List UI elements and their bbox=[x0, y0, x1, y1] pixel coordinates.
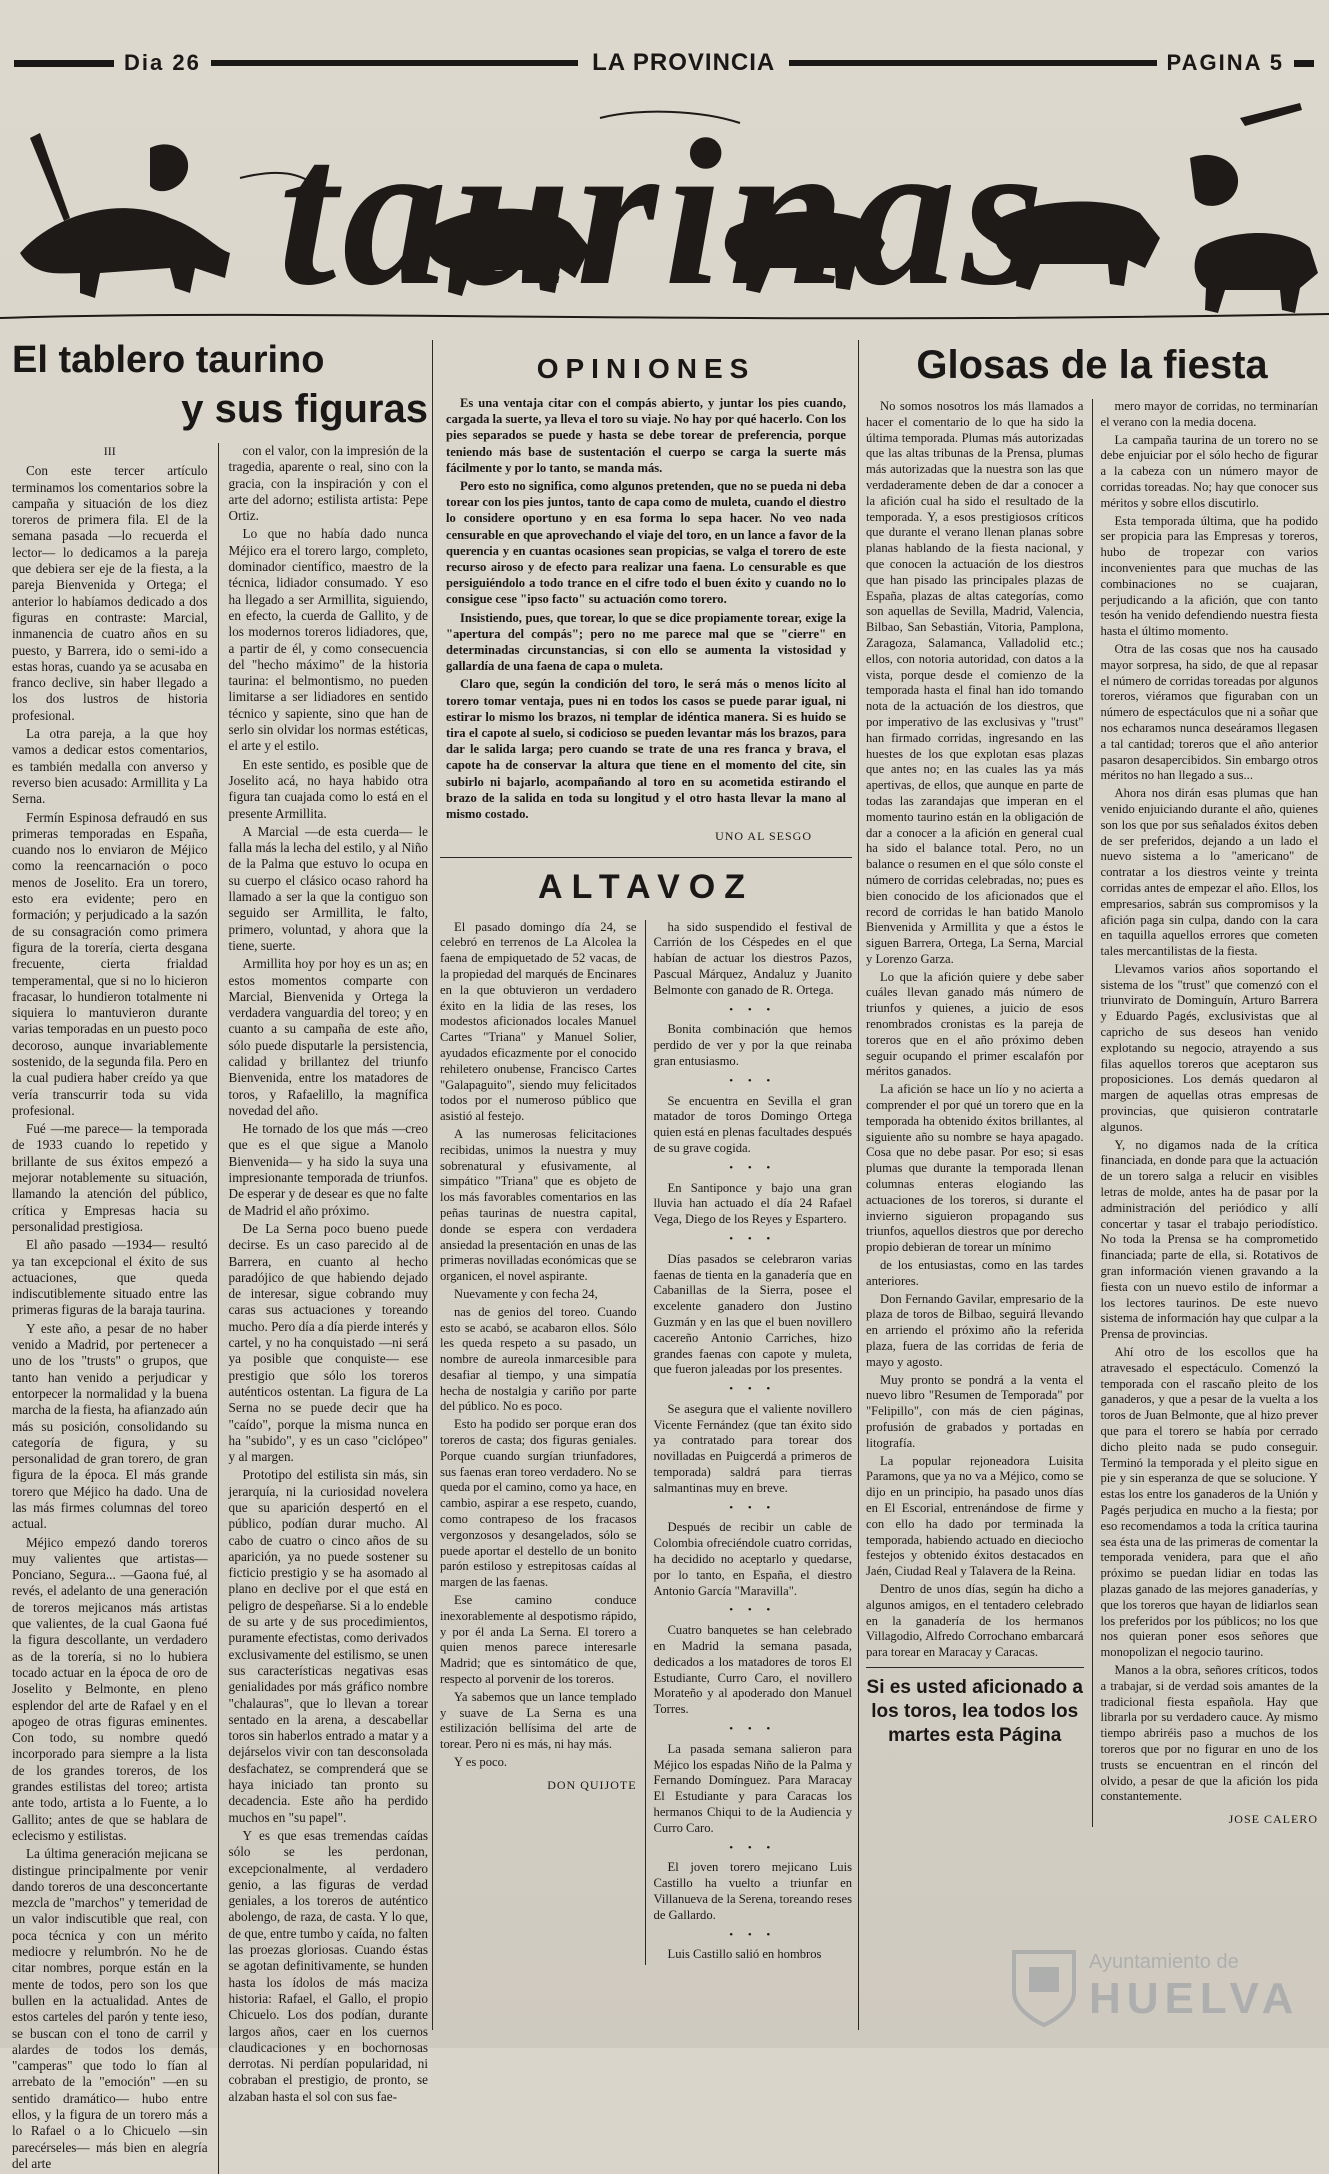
paragraph: Ya sabemos que un lance templado y suave de La Serna es una estilización bellísima del arte de torear. Pero ni es más, ni hay más. bbox=[440, 1689, 637, 1752]
altavoz-signature: DON QUIJOTE bbox=[547, 1777, 637, 1792]
paragraph: Luis Castillo salió en hombros bbox=[667, 1947, 822, 1962]
paragraph: Y es poco. bbox=[454, 1755, 508, 1770]
column-divider bbox=[858, 340, 859, 2030]
altavoz-columns bbox=[440, 920, 852, 1966]
column-divider bbox=[1092, 399, 1093, 1827]
paragraph: Días pasados se celebraron varias faenas de tienta en la ganadería que en Cabanillas de la Sierra, posee el excelente ganadero don Justino Guzmán y en las que el buen novillero cacereño Antonio Carriches, hizo grandes faenas con capote y muleta, que fueron jaleadas por los presentes. bbox=[653, 1251, 852, 1377]
header-rule bbox=[1294, 60, 1314, 67]
paragraph: La popular rejoneadora Luisita Paramons, que ya no va a Méjico, como se dijo en un principio, ha pasado unos días en El Escorial, entrenándose de firme y con ello ha dado por terminada la temporada, habiendo actuado en dieciocho festejos y obtenido éxitos destacados en Jaén, Ciudad Real y Talavera de la Reina. bbox=[866, 1453, 1084, 1579]
paragraph: Méjico empezó dando toreros muy valientes que artistas—Ponciano, Segura... —Gaona fué, al revés, el adelanto de una generación de toreros mejicanos más artistas que valientes, de la cual Gaona fué la figura descollante, un verdadero as de la torería, si no lo hubiera tocado actuar en la época de oro de Joselito y Belmonte, en pleno esplendor del arte de Rafael y en el apogeo de otras figuras eminentes. Con todo, su nombre quedó incorporado para siempre a la lista de los grandes toreros, de los grandes estilistas del toreo; artista ante todo, artista a lo Fuente, a lo Gallito; antes de que se hablara de eclecismo y estilistas. bbox=[12, 1534, 208, 1843]
glosas-signature: JOSE CALERO bbox=[1228, 1812, 1318, 1827]
banner-illustration bbox=[0, 78, 1329, 330]
header-page-number: PAGINA 5 bbox=[1166, 50, 1285, 75]
paragraph: Dentro de unos días, según ha dicho a algunos amigos, en el tentadero celebrado en la ganadería de los hermanos Villagodio, Alfredo Corrochano embarcará para torear en Maracay y Caracas. bbox=[866, 1581, 1084, 1660]
paragraph: Llevamos varios años soportando el sistema de los "trust" que comenzó con el triunvirato de Dominguín, Arturo Barrera y Eduardo Pagés, exclusivistas que al capricho de sus deseos han venido explotando su negocio, atrayendo a sus filas aquellos toreros que aceptaron sus proposiciones. Los demás quedaron al margen de aquellas otras empresas de provincias, que quisieron contratarle algunos. bbox=[1100, 961, 1318, 1134]
paragraph: Bonita combinación que hemos perdido de ver y por la que reinaba gran entusiasmo. bbox=[653, 1022, 852, 1068]
watermark-text bbox=[1089, 1951, 1299, 2024]
newspaper-name: LA PROVINCIA bbox=[592, 49, 776, 76]
glosas-col2 bbox=[1100, 399, 1318, 1827]
coat-of-arms-icon bbox=[1009, 1947, 1079, 2027]
paragraph: Se asegura que el valiente novillero Vicente Fernández (que tan éxito sido ya contratado para torear dos novilladas en Puigcerdá a primeros de temporada) saldrá para tierras salmantinas muy en breve. bbox=[653, 1401, 852, 1495]
page-header bbox=[14, 50, 1314, 76]
paragraph: La campaña taurina de un torero no se debe enjuiciar por el sólo hecho de figurar a la cabeza con un número mayor de corridas toreadas. No; hay que conocer sus méritos y sobre ellos discutirlo. bbox=[1100, 432, 1318, 510]
paragraph: No somos nosotros los más llamados a hacer el comentario de lo que ha sido la última temporada. Plumas más autorizadas que las altas tribunas de la Prensa, plumas más autorizadas que la nuestra son las que verdaderamente deben de dar a conocer a la afición cual ha sido el resultado de la temporada. Y, a esos prestigiosos críticos que durante el verano llenan planas sobre planas hablando de la fiesta nacional, y que conocen la actuación de los diestros que han pisado las principales plazas de España, plazas de altas categorías, como son aquellas de Sevilla, Madrid, Valencia, Bilbao, San Sebastián, Vitoria, Pamplona, Zaragoza, Salamanca, Valladolid etc.; ellos, con notoria autoridad, con datos a la vista, porque desde el comienzo de la temporada hasta el final han ido tomando nota de la actuación de los diestros, que por imperativo de las exclusivas y "trust" han firmado corridas, ingresando en las huestes de los que explotan esas plazas que antes no; en las cuales las ya más apertivas, de ellos, que aunque en parte de todas las zarandajas que imperan en el momento taurino están en la obligación de dar a conocer a la afición en general cual ha sido el balance total. Pero, no un balance o resumen en el que sólo conste el número de corridas celebradas, no; pues es bien conocido de los aficionados que el record de corridas le han batido Manolo Bienvenida y Armillita y que a éstos le siguen Barrera, Ortega, La Serna, Marcial y Lorenzo Garza. bbox=[866, 399, 1084, 966]
column-divider bbox=[432, 340, 433, 2030]
altavoz-col2-text bbox=[654, 920, 852, 1966]
paragraph: Y, no digamos nada de la crítica financiada, en donde para que la actuación de un torero salga a relucir en visibles letras de molde, antes ha de pasar por la administración del periódico y allí concertar y tasar el trabajo periodístico. No toda la Prensa se ha comprometido financiada; parte de ella, si. Rotativos de gran información vienen gravando a la fiesta con un nuevo estilo de informar a los lectores taurinos. De este nuevo sistema de información hay que culpar a la Prensa de provincias. bbox=[1100, 1137, 1318, 1342]
paragraph-separator: • • • bbox=[729, 1383, 777, 1396]
paragraph: Manos a la obra, señores críticos, todos a trabajar, si de verdad sois amantes de la tradicional fiesta española. Hay que librarla por su verdadero cauce. Ay mismo tiempo abriréis paso a muchos de los toreros que por no figurar en uno de los trusts se encuentran en el rincón del olvido, a pesar de que la afición los pida constantemente. bbox=[1100, 1662, 1318, 1804]
archive-watermark bbox=[1009, 1942, 1309, 2032]
paragraph-separator: • • • bbox=[729, 1841, 777, 1854]
paragraph: Nuevamente y con fecha 24, bbox=[454, 1286, 598, 1301]
paragraph: El pasado domingo día 24, se celebró en terrenos de La Alcolea la faena de empiquetado de 52 vacas, de la propiedad del marqués de Encinares en la que obtuvieron un verdadero éxito en la lidia de las reses, los modestos aficionados locales Manuel Cartes "Triana" y Manuel Solier, ayudados eficazmente por el conocido rehiletero onubense, Francisco Cartes "Galapaguito", siendo muy felicitados todos por el numeroso público que asistió al festejo. bbox=[440, 919, 637, 1124]
header-rule bbox=[789, 60, 1156, 66]
paragraph-separator: • • • bbox=[729, 1161, 777, 1174]
paragraph: Después de recibir un cable de Colombia ofreciéndole cuatro corridas, ha decidido no aceptarlo y quedarse, por lo tanto, en España, el diestro Antonio García "Maravilla". bbox=[653, 1520, 852, 1598]
paragraph: mero mayor de corridas, no terminarían el verano con la media docena. bbox=[1100, 399, 1318, 429]
glosas-col2-text bbox=[1100, 399, 1318, 1805]
paragraph: Se encuentra en Sevilla el gran matador de toros Domingo Ortega quien está en plenas facultades después de su grave cogida. bbox=[653, 1093, 852, 1155]
paragraph: He tornado de los que más —creo que es el que sigue a Manolo Bienvenida— y ha sido la suya una impresionante temporada de triunfos. De esperar y de desear es que no falte de Madrid el año próximo. bbox=[228, 1121, 429, 1218]
glosas-col1-text bbox=[866, 399, 1084, 1661]
paragraph: Esta temporada última, que ha podido ser propicia para las Empresas y toreros, hubo de tropezar con varios inconvenientes para que muchas de las combinaciones no se cuajaran, perjudicando a la afición, que con tanto tesón ha venido defendiendo nuestra fiesta hasta el último momento. bbox=[1100, 513, 1318, 639]
column-divider bbox=[218, 443, 219, 2174]
paragraph: Con este tercer artículo terminamos los comentarios sobre la campaña y situación de los diez toreros de primera fila. El de la semana pasada —lo recuerda el lector— lo dedicamos a la pareja que debiera ser eje de la fiesta, a la pareja Bienvenida y Ortega; el anterior lo habíamos dedicado a dos figuras en contraste: Marcial, inmanencia de cuatro años en su puesto, y Barrera, ido o semi-ido a estas horas, cuando ya se acusaba en franco declive, sin haber llegado a los dos lustros de historia profesional. bbox=[12, 463, 208, 723]
paragraph: Fermín Espinosa defraudó en sus primeras temporadas en España, cuando nos lo enviaron de Méjico como la reencarnación o poco menos de Joselito. Era un torero, esto era evidente; pero en formación; y perjudicado a la sazón de su consagración como primera figura de la torería, cierta desgana frecuente, cierta frialdad temperamental, que si no lo hicieron fracasar, lo hundieron totalmente ni siquiera lo mantuvieron durante varias temporadas en un puesto poco decoroso, aunque invariablemente sostenido, de la segunda fila. Pero en la cual pudiera haber creído ya que vería transcurrir toda su vida profesional. bbox=[12, 809, 208, 1118]
paragraph: El año pasado —1934— resultó ya tan excepcional el éxito de sus actuaciones, que queda indiscutiblemente situado entre las primeras figuras de la baraja taurina. bbox=[12, 1237, 208, 1318]
article-part: III bbox=[103, 444, 116, 458]
paragraph-separator: • • • bbox=[729, 1074, 777, 1087]
paragraph: En Santiponce y bajo una gran lluvia han actuado el día 24 Rafael Vega, Diego de los Reyes y Espartero. bbox=[653, 1180, 852, 1227]
paragraph: ha sido suspendido el festival de Carrión de los Céspedes en el que habían de actuar los diestros Pazos, Pascual Márquez, Andaluz y Juanito Belmonte con ganado de R. Ortega. bbox=[653, 919, 852, 997]
glosas-col1 bbox=[866, 399, 1084, 1827]
paragraph-separator: • • • bbox=[729, 1501, 777, 1514]
center-section bbox=[440, 345, 852, 2035]
header-rule bbox=[14, 60, 114, 67]
paragraph: Lo que la afición quiere y debe saber cuáles llevan ganado más número de triunfos y quienes, a juicio de esos renombrados cronistas es la pareja de toreros que en el año próximo deben seguir ocupando el primer escalafón por méritos ganados. bbox=[866, 969, 1084, 1079]
paragraph: Y es que esas tremendas caídas sólo se les perdonan, excepcionalmente, al verdadero genio, a las figuras de verdad geniales, a los toreros de auténtico abolengo, de raza, de casta. Y lo que, de que, entre tumbo y caída, no falten las proezas gloriosas. Cuando éstas se agotan definitivamente, se hunden hasta los ídolos de más maciza historia: Rafael, el Gallo, el propio Chicuelo. Los dos podían, durante largos años, caer en los cuernos claudicaciones y en bochornosas derrotas. Ni perdían popularidad, ni cobraban el prestigio, de pronto, se alzaban hasta el sol con sus fae- bbox=[228, 1827, 429, 2104]
paragraph: Cuatro banquetes se han celebrado en Madrid la semana pasada, dedicados a los matadores de toros El Estudiante, Curro Caro, el novillero Morateño y al apoderado don Manuel Torres. bbox=[653, 1623, 852, 1717]
paragraph: Otra de las cosas que nos ha causado mayor sorpresa, ha sido, de que al repasar el número de corridas toreadas por algunos toreros, viéramos que figuraban con un número de espectáculos que ni a soñar que nos echaramos nunca deseáramos llegasen a tal cantidad; toreros que el año anterior pasaron desapercibidos. Sin embargo otros méritos no han llegado a sus... bbox=[1100, 641, 1318, 783]
paragraph: de los entusiastas, como en las tardes anteriores. bbox=[866, 1258, 1084, 1288]
paragraph: Y este año, a pesar de no haber venido a Madrid, por pertenecer a uno de los "trusts" o grupos, que tanto han venido a perjudicar y entorpecer la normalidad y la buena marcha de la fiesta, ha afianzado aún más su posición, consolidando su categoría de figura, y su personalidad de gran torero, de gran figura de la época. El más grande torero que Méjico ha dado. Una de las más firmes columnas del toreo actual. bbox=[12, 1320, 208, 1532]
column-divider bbox=[645, 920, 646, 1966]
article-col1-text bbox=[12, 463, 208, 2172]
opiniones-signature: UNO AL SESGO bbox=[715, 829, 812, 844]
banner-title: taurinas bbox=[278, 97, 1050, 329]
paragraph: Fué —me parece— la temporada de 1933 cuando lo repetido y brillante de sus éxitos empezó a mejorar notablemente su situación, llamando la atención del público, crítica y Empresas hacia su personalidad prestigiosa. bbox=[12, 1121, 208, 1234]
article-title-line2: y sus figuras bbox=[181, 387, 428, 431]
paragraph: En este sentido, es posible que de Joselito acá, no haya habido otra figura tan cuajada como lo está en el presente Armillita. bbox=[228, 756, 429, 821]
paragraph: Ese camino conduce inexorablemente al despotismo rápido, y por él anda La Serna. El torero a quien menos parece interesarle Madrid; que es sintomático de que, respecto al porvenir de los toreros. bbox=[440, 1593, 637, 1687]
altavoz-col1-text bbox=[440, 920, 637, 1771]
paragraph: La pasada semana salieron para Méjico los espadas Niño de la Palma y Fernando Domínguez. Para Maracay El Estudiante y para Caracas los hermanos Chiqui to de la Audiencia y Curro Caro. bbox=[653, 1741, 852, 1835]
paragraph: Ahí otro de los escollos que ha atravesado el espectáculo. Comenzó la temporada con el rascaño pleito de los ganaderos, y que a pesar de la vuelta a los toros de Juan Belmonte, que al hizo prever que para el torero se había por cerrado dicho pleito nada se pudo conseguir. Terminó la temporada y el pleito sigue en pie y sin esperanza de que se solucione. Y estas los entre los ganaderos de la Unión y Pagés perjudica en mucho a la fiesta; por eso recomendamos a toda la crítica taurina sea ésta una de las primeras de comentar la temporada venidera, para que el año próximo se puedan lidiar en todas las plazas ganado de las mejores ganaderías, y que los toreros que hayan de lidiarlos sean los preferidos por los públicos; no los que nos quieran poner esos señores que monopolizan el negocio taurino. bbox=[1100, 1345, 1318, 1660]
article-columns bbox=[12, 443, 428, 2174]
paragraph: Armillita hoy por hoy es un as; en estos momentos comparte con Marcial, Bienvenida y Ortega la verdadera vanguardia del toreo; y en cuanto a su campaña de este año, sólo puede disputarle la persistencia, calidad y brillantez del triunfo Bienvenida, entre los matadores de toros, y Rafaelillo, la magnífica novedad del año. bbox=[228, 956, 429, 1118]
section-divider bbox=[440, 857, 852, 858]
paragraph: La afición se hace un lío y no acierta a comprender el por qué un torero que en la temporada ha obtenido éxitos brillantes, al siguiente año su nombre se haya apagado. Cosa que no debe pasar. Por eso; si esas plumas que durante la temporada llenan columnas enteras elogiando las actuaciones de los toreros, si durante el invierno siguieron propagando sus triunfos, aquellos diestros que por derecho propio debieran de torear un mínimo bbox=[866, 1082, 1084, 1255]
paragraph: Es una ventaja citar con el compás abierto, y juntar los pies cuando, cargada la suerte, ya lleva el toro su viaje. No hay por qué hacerlo. Con los pies separados se puede y hasta se debe torear de preferencia, porque teniendo más base de sustentación el cuerpo se carga la suerte más fácilmente y por lo tanto, se manda más. bbox=[446, 396, 846, 475]
glosas-title: Glosas de la fiesta bbox=[916, 343, 1268, 387]
paragraph-separator: • • • bbox=[729, 1003, 777, 1016]
header-day: Dia 26 bbox=[124, 50, 201, 75]
header-rule bbox=[211, 60, 578, 66]
paragraph: De La Serna poco bueno puede decirse. Es un caso parecido al de Barrera, en cuanto al hecho paradójico de que habiendo dejado de interesar, sigue cobrando muy caras sus actuaciones y toreando mucho. Pero día a día pierde interés y cartel, y no ha conquistado —ni será ya posible que conquiste— ese prestigio que sólo los toreros auténticos ostentan. La figura de La Serna no se puede decir que ha "caído", porque la misma nunca en ha "subido", y es un caso "ciclópeo" y al margen. bbox=[228, 1220, 429, 1465]
altavoz-col1 bbox=[440, 920, 637, 1966]
paragraph: Lo que no había dado nunca Méjico era el torero largo, completo, dominador científico, maestro de la técnica, lidiador consumado. Y eso ha llegado a ser Armillita, siguiendo, en efecto, la cuerda de Gallito, y de los modernos toreros lidiadores, que, a partir de él, y como consecuencia del "hecho máximo" de la historia taurina: el belmontismo, no pueden limitarse a ser lidiadores en sentido técnico y sapiente, sino que han de serlo sin olvidar los normas estéticas, el arte y el estilo. bbox=[228, 526, 429, 754]
paragraph: Pero esto no significa, como algunos pretenden, que no se pueda ni deba torear con los pies juntos, tanto de capa como de muleta, cuando el diestro lo considere oportuno y en esa forma lo sepa hacer. No veo nada censurable en que aprovechando el viaje del toro, en un lance a favor de la querencia y en cuantas ocasiones sean propicias, se valga el torero de este recurso airoso y de efecto para realizar una faena. Lo censurable es que persiguiéndolo a todo trance en el cifre todo el buen éxito y cuando no lo consigue cese "ipso facto" su actuación como torero. bbox=[446, 479, 846, 607]
article-col2-text bbox=[229, 443, 428, 2174]
altavoz-title: ALTAVOZ bbox=[538, 867, 754, 906]
opiniones-title: OPINIONES bbox=[536, 353, 756, 384]
glosas-columns bbox=[866, 399, 1318, 1827]
paragraph: Insistiendo, pues, que torear, lo que se dice propiamente torear, exige la "apertura del compás"; pero no me parece mal que se "cierre" en determinadas circunstancias, si con ello se aumenta la vistosidad y gallardía de una faena de capa o muleta. bbox=[446, 610, 846, 674]
article-tablero bbox=[12, 335, 429, 2171]
paragraph: Prototipo del estilista sin más, sin jerarquía, ni la curiosidad novelera que su aparición despertó en el público, podían durar mucho. Al cabo de cuatro o cinco años de su aparición, ya no puede sostener su ficticio prestigio y se ha asomado al plano en declive por el que está en peligro de despeñarse. Si a lo endeble de su arte y de sus procedimientos, puramente efectistas, como derivados exclusivamente del estilismo, se unen sus características negativas esas genialidades por más gráfico nombre "chalauras", que lo llevan a torear sentado en la arena, a descabellar toros sin haberlos entrado a matar y a dejárselos vivir con tan desconsolada desfachatez, se comprenderá que se haya iniciado tan pronto su decadencia. Este año ha perdido muchos en "su papel". bbox=[228, 1467, 429, 1825]
paragraph: El joven torero mejicano Luis Castillo ha vuelto a triunfar en Villanueva de la Serena, toreando reses de Gallardo. bbox=[653, 1860, 852, 1922]
article-col1 bbox=[12, 443, 208, 2174]
promo-divider bbox=[866, 1667, 1084, 1668]
paragraph: con el valor, con la impresión de la tragedia, aparente o real, sino con la gracia, con la inspiración y con el arte del adorno; estilista artista: Pepe Ortiz. bbox=[228, 443, 429, 524]
paragraph-separator: • • • bbox=[729, 1723, 777, 1736]
paragraph: A Marcial —de esta cuerda— le falla más la lecha del estilo, y al Niño de la Palma que estuvo lo ocupa en su cuerpo el clásico ocaso rahord ha llamado a ser la que la contiguo son seguido ser Armillita, le falto, primero, voluntad, y ahora que la tiene, suerte. bbox=[228, 823, 429, 953]
paragraph: Esto ha podido ser porque eran dos toreros de casta; dos figuras geniales. Porque cuando surgían triunfadores, sus faenas eran toreo verdadero. No se queda por el camino, como ya hace, en cambio, aspirar a ese respeto, cuando, como contrapeso de los fracasos vergonzosos y desangelados, sólo se puede aportar el destello de un bonito parón estiloso y estrepitosas caídas al margen de las faenas. bbox=[440, 1417, 637, 1590]
paragraph: A las numerosas felicitaciones recibidas, unimos la nuestra y muy sobrenatural y efusivamente, al simpático "Triana" que es objeto de los más favorables comentarios en las peñas taurinas de nuestra capital, donde se espera con verdadera ansiedad la presentación en unas de las primeras novilladas económicas que se organicen, el novel aspirante. bbox=[440, 1126, 637, 1284]
article-title-line1: El tablero taurino bbox=[12, 339, 325, 381]
opiniones-text bbox=[440, 395, 852, 822]
paragraph-separator: • • • bbox=[729, 1232, 777, 1245]
paragraph: La otra pareja, a la que hoy vamos a dedicar estos comentarios, es también medalla con anverso y reverso bien acusado: Armillita y La Serna. bbox=[12, 726, 208, 807]
paragraph: Ahora nos dirán esas plumas que han venido enjuiciando durante el año, quienes son los que por sus señalados éxitos deben de ser preferidos, dejando a un lado el nuevo sistema a lo "americano" de contratar a los diestros veinte y treinta corridas antes de empezar el año. Ellos, los empresarios, sabrán sus compromisos y la afición paga sin culpa, dando con la cara en taquilla aquellos errores que cometen tales mercantilistas de la fiesta. bbox=[1100, 786, 1318, 959]
watermark-line2: HUELVA bbox=[1089, 1973, 1300, 2023]
watermark-line1: Ayuntamiento de bbox=[1089, 1950, 1239, 1973]
promo-box: Si es usted aficionado a los toros, lea todos los martes esta Página bbox=[866, 1676, 1083, 1746]
taurinas-banner bbox=[0, 78, 1329, 330]
article-glosas bbox=[866, 335, 1318, 2035]
paragraph: Muy pronto se pondrá a la venta el nuevo libro "Resumen de Temporada" por "Felipillo", con más de cien páginas, profusión de grabados y portadas en litografía. bbox=[866, 1372, 1084, 1450]
paragraph: La última generación mejicana se distingue principalmente por venir dando toreros de una desconcertante mezcla de "marchos" y temeridad de un valor indiscutible que real, con poca técnica y con un mérito mediocre y relumbrón. No he de citar nombres, porque están en la mente de todos, pero son los que bullen en la actualidad. Antes de estos carteles del parón y tente ieso, se buscan con el tono de carril y alardes de todos los demás, "camperas" que todo lo fían al arrebato de la "emoción" —en su sentido dramático— hubo entre ellos, y la figura de un torero más a lo Rafael o a lo Chicuelo —sin parecérseles— más bien en alegría del arte bbox=[12, 1846, 208, 2171]
paragraph: nas de genios del toreo. Cuando esto se acabó, se acabaron ellos. Sólo les queda respeto a su pasado, un nombre de aureola inmarcesible para desafiar al tiempo, y una simpatía hecha de nostalgia y cariño por parte del público. No es poco. bbox=[440, 1304, 637, 1414]
paragraph: Don Fernando Gavilar, empresario de la plaza de toros de Bilbao, seguirá llevando en arriendo el próximo año la referida plaza, fuera de las corridas de feria de mayo y agosto. bbox=[866, 1291, 1084, 1369]
paragraph-separator: • • • bbox=[729, 1928, 777, 1941]
paragraph: Claro que, según la condición del toro, le será más o menos lícito al torero tomar ventaja, pues ni en todos los casos se puede parar igual, ni estirar lo mismo los brazos, ni templar de idéntica manera. Si es huido se tira el capote al suelo, si codicioso se pueden levantar más los brazos, para dar le salida larga; pero cuando se trate de una res franca y brava, el capote ha de conservar la altura que tiene en el momento del cite, sin subirlo ni bajarlo, acompañando al toro en su acometida estirando el brazo de la salida en toda su longitud y el otro hasta llevar la mano al mismo costado. bbox=[446, 677, 846, 822]
paragraph-separator: • • • bbox=[729, 1604, 777, 1617]
